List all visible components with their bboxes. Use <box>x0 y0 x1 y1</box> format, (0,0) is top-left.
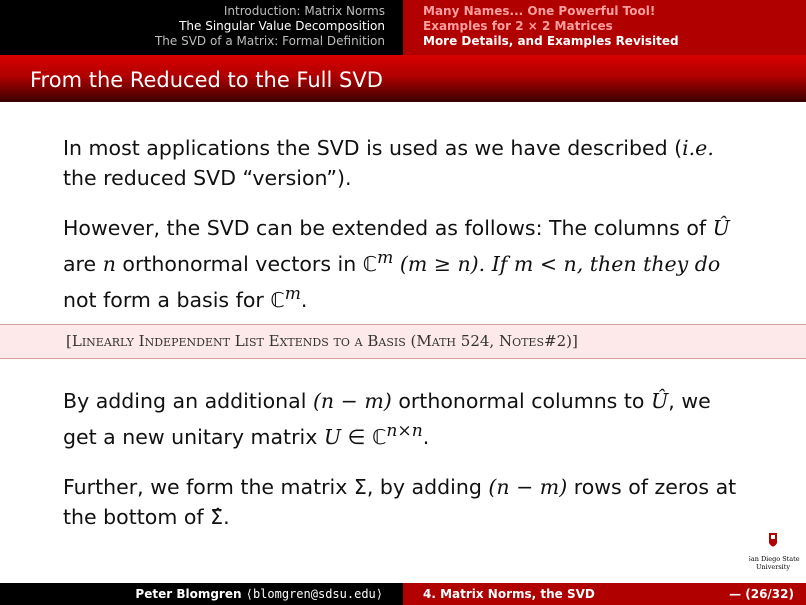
beamer-header <box>0 0 806 55</box>
p2-u-hat: Û <box>712 216 730 240</box>
slide-body-continued <box>63 386 763 552</box>
p2-line2-b: orthonormal vectors in <box>122 251 357 276</box>
paragraph-unitary: By adding an additional (n − m) orthonormal columns to Û, we get a new unitary matrix U ∈ ℂ$^{n\times n}$. <box>63 389 711 449</box>
p2-line2-a: are <box>63 251 97 276</box>
p2-line3-a: not form a basis for <box>63 287 264 312</box>
nav-subsection-1[interactable]: Many Names... One Powerful Tool! <box>423 4 656 18</box>
subsection-nav <box>403 0 806 55</box>
p4-nm: (n − m) <box>488 474 568 499</box>
reference-callout: [Linearly Independent List Extends to a Basis (Math 524, Notes#2)] <box>0 324 806 359</box>
p1-text-b: the reduced SVD “version”). <box>63 166 352 190</box>
paragraph-extension: However, the SVD can be extended as follows: The columns of Û are n orthonormal vectors in ℂ$^m$ (m ≥ n). If m < n, then they do not form a basis for ℂ$^m$. <box>63 216 730 312</box>
beamer-footer <box>0 583 806 605</box>
nav-section-3[interactable]: The SVD of a Matrix: Formal Definition <box>154 34 385 48</box>
logo-text-top: San Diego State <box>749 555 800 563</box>
p2-cm-2: ℂ$^m$ <box>270 283 301 312</box>
slide-body <box>63 133 763 335</box>
footer-topic-label: 4. Matrix Norms, the SVD <box>423 587 595 601</box>
sdsu-logo-mark <box>749 530 806 578</box>
nav-subsection-3[interactable]: More Details, and Examples Revisited <box>423 34 679 48</box>
p4-sigma-hat: Σ̂ <box>210 504 224 529</box>
p1-ie: i.e. <box>682 136 714 160</box>
footer-author <box>0 583 403 605</box>
p2-n: n <box>102 251 116 276</box>
p1-text-a: In most applications the SVD is used as we have described ( <box>63 136 683 160</box>
p4-line2-a: the bottom of <box>63 504 204 529</box>
p3-nm: (n − m) <box>312 389 392 413</box>
author-name: Peter Blomgren <box>135 587 242 601</box>
footer-topic <box>403 583 806 605</box>
p2-cm: ℂ$^m$ <box>362 248 394 276</box>
p3-line2-a: get a new unitary matrix <box>63 424 318 449</box>
nav-section-1[interactable]: Introduction: Matrix Norms <box>223 4 385 18</box>
nav-subsection-2[interactable]: Examples for 2 × 2 Matrices <box>423 19 613 33</box>
paragraph-reduced-svd <box>63 133 763 193</box>
author-email: ⟨blomgren@sdsu.edu⟩ <box>245 587 383 601</box>
p3-u-hat: Û <box>651 389 669 413</box>
sdsu-logo <box>749 530 806 578</box>
nav-section-2[interactable]: The Singular Value Decomposition <box>179 19 385 33</box>
p2-condition: (m ≥ n). If m < n, then they do <box>399 251 721 276</box>
p3-cnn: ℂ$^{n\times n}$ <box>372 421 423 449</box>
frame-title: From the Reduced to the Full SVD <box>0 55 806 102</box>
p2-line1: However, the SVD can be extended as follows: The columns of <box>63 216 707 240</box>
p3-line1-b: orthonormal columns to <box>398 389 645 413</box>
logo-text-bottom: University <box>755 563 791 571</box>
p3-u: U <box>323 424 342 449</box>
p3-line1-a: By adding an additional <box>63 389 307 413</box>
p4-line1-a: Further, we form the matrix Σ, by adding <box>63 474 482 499</box>
footer-page-number: — (26/32) <box>729 587 794 601</box>
paragraph-sigma: Further, we form the matrix Σ, by adding (n − m) rows of zeros at the bottom of Σ̂. <box>63 474 737 529</box>
section-nav <box>0 0 403 55</box>
p4-line1-b: rows of zeros at <box>573 474 737 499</box>
